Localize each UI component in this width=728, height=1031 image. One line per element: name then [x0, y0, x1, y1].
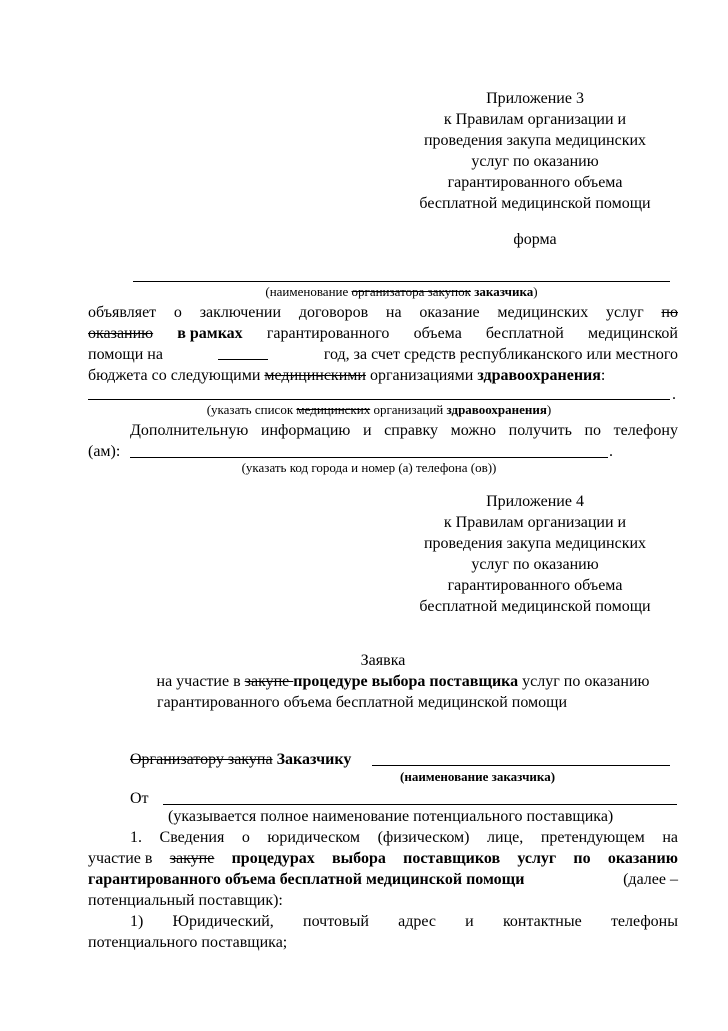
organizer-name-line — [133, 281, 670, 282]
application-subtitle-1: на участие в закупе процедуре выбора поставщика услуг по оказанию — [156, 673, 650, 690]
supplier-name-line — [163, 804, 677, 805]
application-subtitle-2: гарантированного объема бесплатной медицинской помощи — [157, 694, 568, 711]
info-line: Дополнительную информацию и справку можно получить по телефону — [130, 422, 678, 439]
section-1-line-3: гарантированного объема бесплатной медицинской помощи (далее – — [88, 871, 678, 888]
notice-line-3: помощи на год, за счет средств республиканского или местного — [88, 346, 678, 363]
phone-line — [130, 457, 608, 458]
appendix-3-line: Приложение 3 — [486, 90, 584, 107]
notice-line-1: объявляет о заключении договоров на оказание медицинских услуг по — [88, 304, 678, 321]
appendix-3-line: услуг по оказанию — [471, 153, 599, 170]
appendix-4-line: проведения закупа медицинских — [423, 535, 647, 552]
supplier-name-caption: (указывается полное наименование потенциального поставщика) — [168, 808, 614, 825]
appendix-4-line: бесплатной медицинской помощи — [419, 598, 651, 615]
section-1-line-4: потенциальный поставщик): — [88, 892, 283, 909]
phone-prefix: (ам): — [88, 443, 121, 460]
year-blank — [218, 345, 268, 360]
application-title: Заявка — [360, 652, 406, 669]
appendix-4-line: Приложение 4 — [486, 493, 584, 510]
list-end-dot: . — [672, 386, 676, 403]
organizer-name-caption: (наименование организатора закупок заказчика) — [265, 284, 538, 299]
organizations-list-line — [88, 399, 670, 400]
appendix-4-line: гарантированного объема — [447, 577, 623, 594]
organizations-list-caption: (указать список медицинских организаций здравоохранения) — [206, 402, 552, 417]
phone-end: . — [609, 443, 613, 460]
customer-name-line — [372, 765, 670, 766]
section-2-line-2: потенциального поставщика; — [88, 934, 288, 951]
appendix-4-line: услуг по оказанию — [471, 556, 599, 573]
form-label: форма — [513, 231, 557, 248]
notice-line-4: бюджета со следующими медицинскими организациями здравоохранения: — [88, 367, 606, 384]
appendix-3-line: гарантированного объема — [447, 174, 623, 191]
section-2-line-1: 1) Юридический, почтовый адрес и контактные телефоны — [130, 913, 678, 930]
appendix-4-line: к Правилам организации и — [443, 514, 627, 531]
section-1-line-2: участие в закупе процедурах выбора поставщиков услуг по оказанию — [88, 850, 678, 867]
customer-name-caption: (наименование заказчика) — [400, 769, 556, 784]
notice-line-2: оказанию в рамках гарантированного объема бесплатной медицинской — [88, 325, 678, 342]
appendix-3-line: бесплатной медицинской помощи — [419, 195, 651, 212]
appendix-3-line: к Правилам организации и — [443, 111, 627, 128]
section-1-line-1: 1. Сведения о юридическом (физическом) лице, претендующем на — [130, 829, 678, 846]
to-customer-label: Организатору закупа Заказчику — [130, 751, 352, 768]
from-label: От — [130, 790, 149, 807]
phone-caption: (указать код города и номер (а) телефона (ов)) — [241, 460, 497, 475]
appendix-3-line: проведения закупа медицинских — [423, 132, 647, 149]
